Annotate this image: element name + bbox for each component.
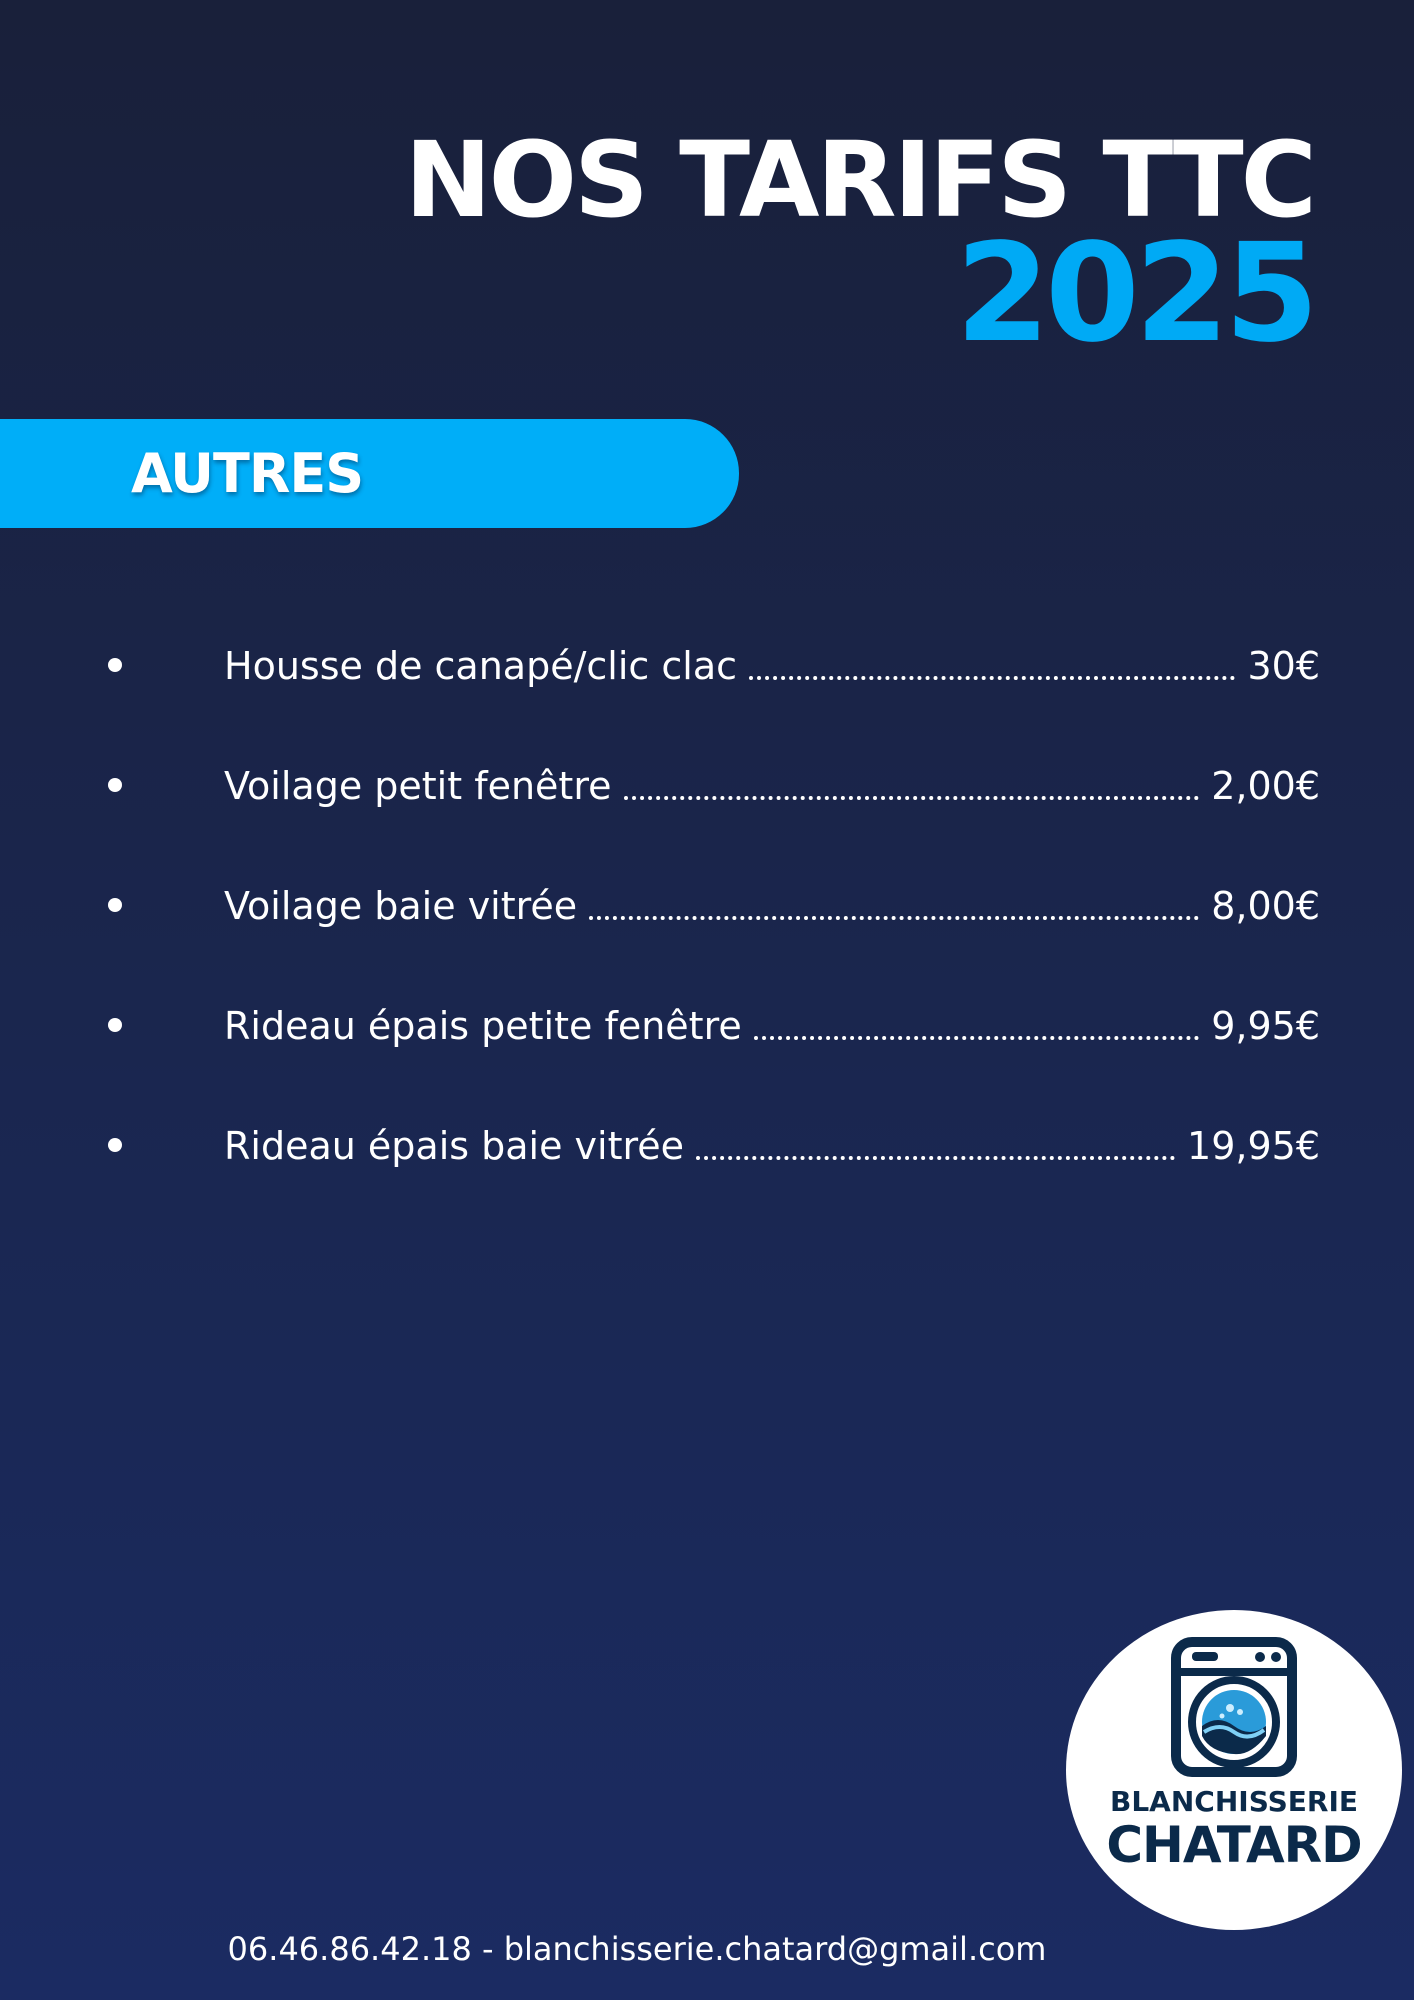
item-price: 30€ [1247, 644, 1320, 688]
item-price: 2,00€ [1211, 764, 1320, 808]
section-title: AUTRES [131, 442, 364, 505]
price-line [224, 876, 1320, 936]
dotted-leader [754, 1032, 1199, 1040]
price-list-item [0, 876, 1414, 996]
item-name: Rideau épais baie vitrée [224, 1124, 685, 1168]
item-name: Housse de canapé/clic clac [224, 644, 737, 688]
bullet-icon [108, 778, 122, 792]
item-price: 9,95€ [1211, 1004, 1320, 1048]
dotted-leader [589, 912, 1199, 920]
dotted-leader [624, 792, 1200, 800]
price-line [224, 996, 1320, 1056]
price-line [224, 636, 1320, 696]
logo-text-bottom: CHATARD [1106, 1816, 1362, 1874]
item-price: 19,95€ [1187, 1124, 1320, 1168]
section-banner [0, 419, 739, 528]
dotted-leader [696, 1152, 1175, 1160]
washing-machine-icon [1170, 1636, 1298, 1778]
price-line [224, 1116, 1320, 1176]
item-price: 8,00€ [1211, 884, 1320, 928]
bullet-icon [108, 1138, 122, 1152]
price-list [0, 636, 1414, 1236]
brand-logo [1066, 1610, 1402, 1930]
price-list-item [0, 996, 1414, 1116]
page-year: 2025 [955, 215, 1314, 373]
bullet-icon [108, 898, 122, 912]
logo-text-top: BLANCHISSERIE [1110, 1785, 1358, 1818]
dotted-leader [749, 672, 1235, 680]
item-name: Rideau épais petite fenêtre [224, 1004, 742, 1048]
price-list-item [0, 1116, 1414, 1236]
footer-contact: 06.46.86.42.18 - blanchisserie.chatard@gmail.com [227, 1930, 1047, 1968]
item-name: Voilage petit fenêtre [224, 764, 612, 808]
price-line [224, 756, 1320, 816]
page-title: NOS TARIFS TTC [404, 119, 1314, 241]
price-list-item [0, 756, 1414, 876]
bullet-icon [108, 658, 122, 672]
item-name: Voilage baie vitrée [224, 884, 578, 928]
price-list-item [0, 636, 1414, 756]
page-header [404, 119, 1314, 373]
bullet-icon [108, 1018, 122, 1032]
